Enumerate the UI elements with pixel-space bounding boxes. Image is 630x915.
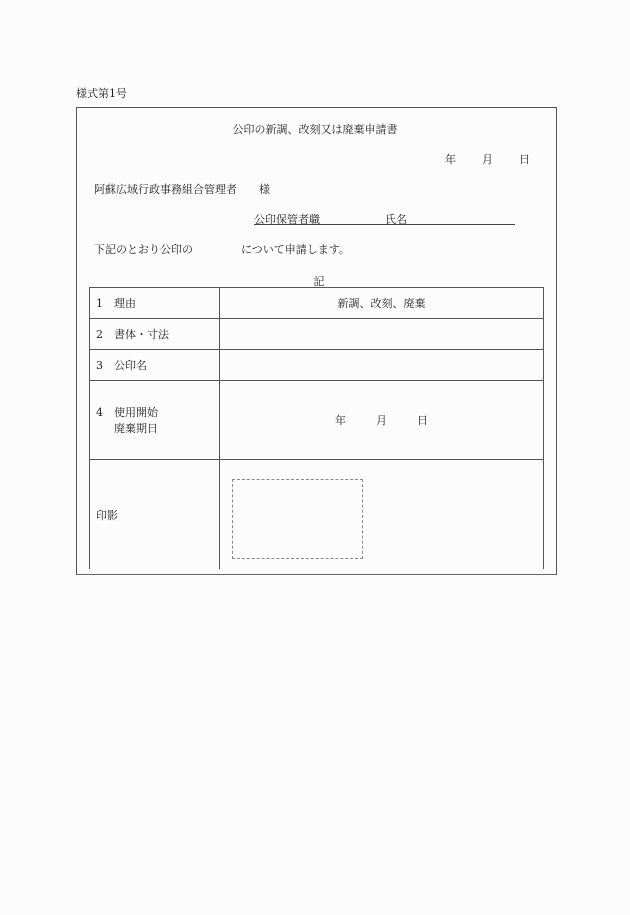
document-title: 公印の新調、改刻又は廃棄申請書 [232, 123, 398, 136]
dates-value-cell[interactable] [220, 381, 544, 460]
addressee [94, 181, 270, 197]
request-statement [94, 241, 350, 257]
addressee-name: 阿蘇広域行政事務組合管理者 [94, 183, 237, 196]
disposal-date-label: 廃棄期日 [114, 422, 158, 435]
typeface-size-value-cell[interactable] [220, 319, 544, 350]
seal-name-label: 公印名 [114, 359, 147, 372]
table-row-seal-name [90, 350, 544, 381]
seal-name-label-cell: 3 公印名 [90, 350, 220, 381]
addressee-honorific: 様 [259, 183, 270, 196]
reason-value-cell[interactable]: 新調、改刻、廃棄 [220, 288, 544, 319]
row-date-month: 月 [376, 414, 387, 427]
table-row-typeface-size [90, 319, 544, 350]
date-year: 年 [445, 153, 456, 166]
seal-impression-label-cell [90, 460, 220, 570]
applicant-position-label: 公印保管者職 [254, 213, 320, 226]
request-text-before: 下記のとおり公印の [94, 243, 193, 256]
request-text-after: について申請します。 [241, 243, 350, 256]
table-row-dates [90, 381, 544, 460]
applicant-signature-line[interactable] [254, 211, 515, 225]
dates-label-cell: 4 使用開始 廃棄期日 [90, 381, 220, 460]
ki-heading: 記 [313, 275, 325, 288]
seal-name-value-cell[interactable] [220, 350, 544, 381]
row-date-year: 年 [335, 414, 346, 427]
typeface-size-label-cell: 2 書体・寸法 [90, 319, 220, 350]
applicant-name-label: 氏名 [385, 213, 407, 226]
application-date [445, 151, 530, 167]
row-date-day: 日 [417, 414, 428, 427]
date-month: 月 [482, 153, 493, 166]
form-number: 様式第1号 [76, 87, 127, 100]
seal-impression-label: 印影 [96, 508, 118, 522]
seal-impression-box[interactable] [232, 479, 363, 559]
reason-label-cell: 1 理由 [90, 288, 220, 319]
start-date-label: 使用開始 [114, 406, 158, 419]
typeface-size-label: 書体・寸法 [114, 328, 169, 341]
table-row-reason [90, 288, 544, 319]
reason-label: 理由 [114, 297, 136, 310]
date-day: 日 [519, 153, 530, 166]
